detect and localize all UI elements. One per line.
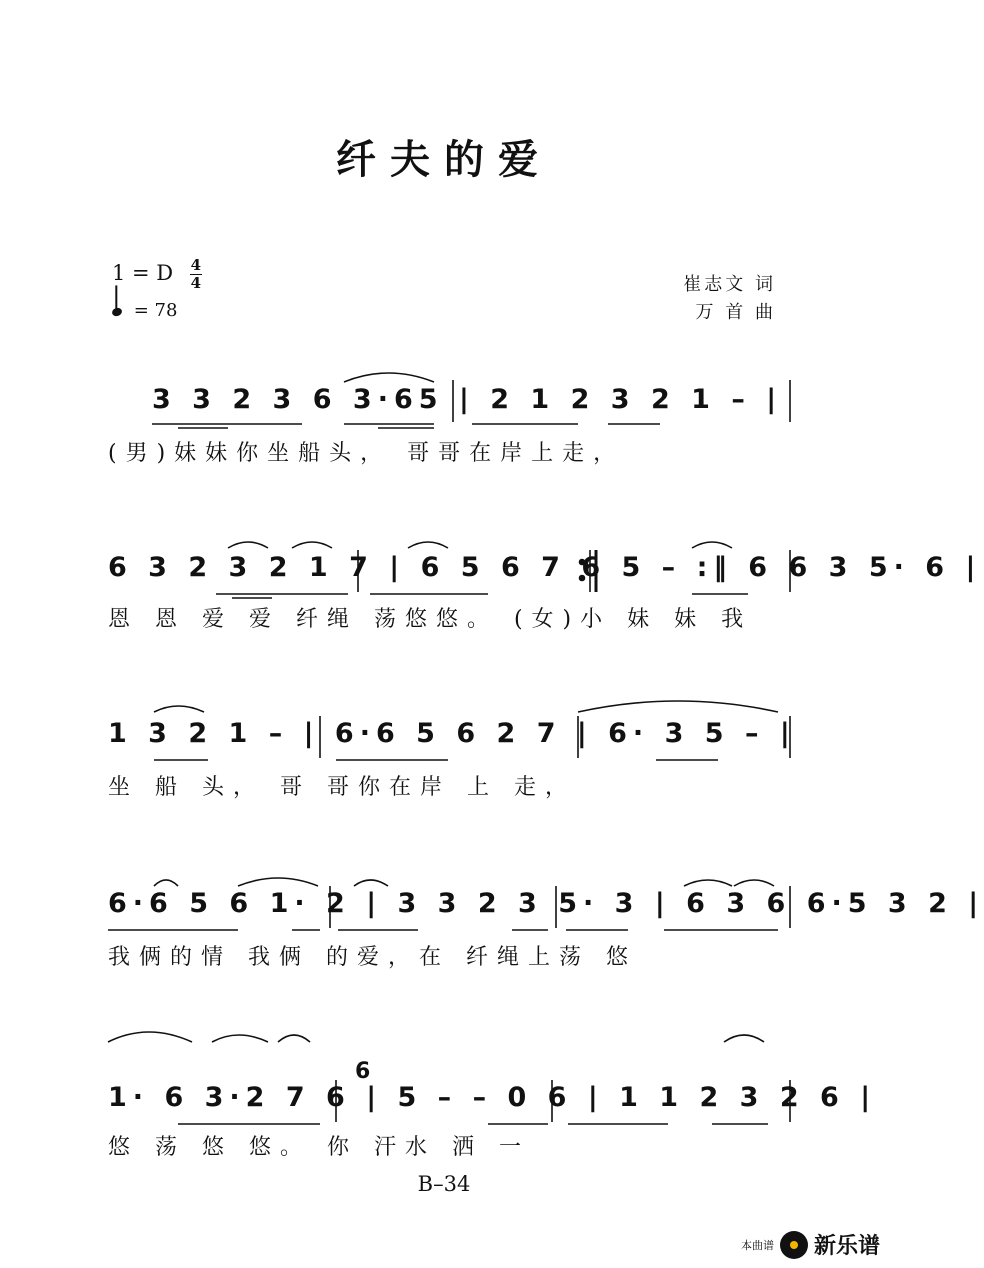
lyrics-row-1: (男)妹妹你坐船头， 哥哥在岸上走，: [108, 441, 625, 466]
score-body: [108, 360, 984, 1180]
time-signature-top: 4: [190, 256, 202, 274]
notation-row-3: 1 3 2 1 – | 6·6 5 6 2 7 | 6· 3 5 – |: [108, 718, 796, 749]
key-label: 1 = D: [112, 261, 174, 285]
tempo-value: = 78: [133, 300, 178, 321]
time-signature-bottom: 4: [190, 274, 202, 292]
lyrics-row-2: 恩 恩 爱 爱 纤绳 荡悠悠。 (女)小 妹 妹 我: [108, 607, 753, 632]
lyrics-row-4: 我俩的情 我俩 的爱，在 纤绳上荡 悠: [108, 945, 637, 970]
watermark: [741, 1229, 880, 1260]
tempo-marking: [112, 300, 177, 321]
notation-row-2: 6 3 2 3 2 1 7 | 6 5 6 7 6 5 – :‖ 6 6 3 5· 6 |: [108, 552, 982, 583]
notation-row-1: 3 3 2 3 6 3·65 | 2 1 2 3 2 1 – |: [152, 384, 783, 415]
composer-credit: 万 首 曲: [695, 302, 776, 323]
fermata-mark: 6: [355, 1059, 371, 1084]
time-signature: [190, 258, 202, 291]
quarter-note-icon: [111, 307, 123, 318]
lyrics-row-5: 悠 荡 悠 悠。 你 汗水 洒 一: [108, 1135, 530, 1160]
key-signature: [112, 258, 202, 291]
song-title: 纤夫的爱: [336, 137, 552, 183]
lyrics-row-3: 坐 船 头， 哥 哥你在岸 上 走，: [108, 775, 576, 800]
lyricist-credit: 崔志文 词: [683, 274, 776, 295]
watermark-label: 本曲谱: [740, 1238, 774, 1252]
watermark-brand: 新乐谱: [813, 1234, 880, 1259]
page-number: B–34: [417, 1172, 471, 1196]
notation-row-5: 1· 6 3·2 7 6 | 5 – – 0 6 | 1 1 2 3 2 6 |: [108, 1082, 877, 1113]
notation-row-4: 6·6 5 6 1· 2 | 3 3 2 3 5· 3 | 6 3 6 6·5 3 2 |: [108, 888, 984, 919]
record-icon: [780, 1231, 808, 1259]
